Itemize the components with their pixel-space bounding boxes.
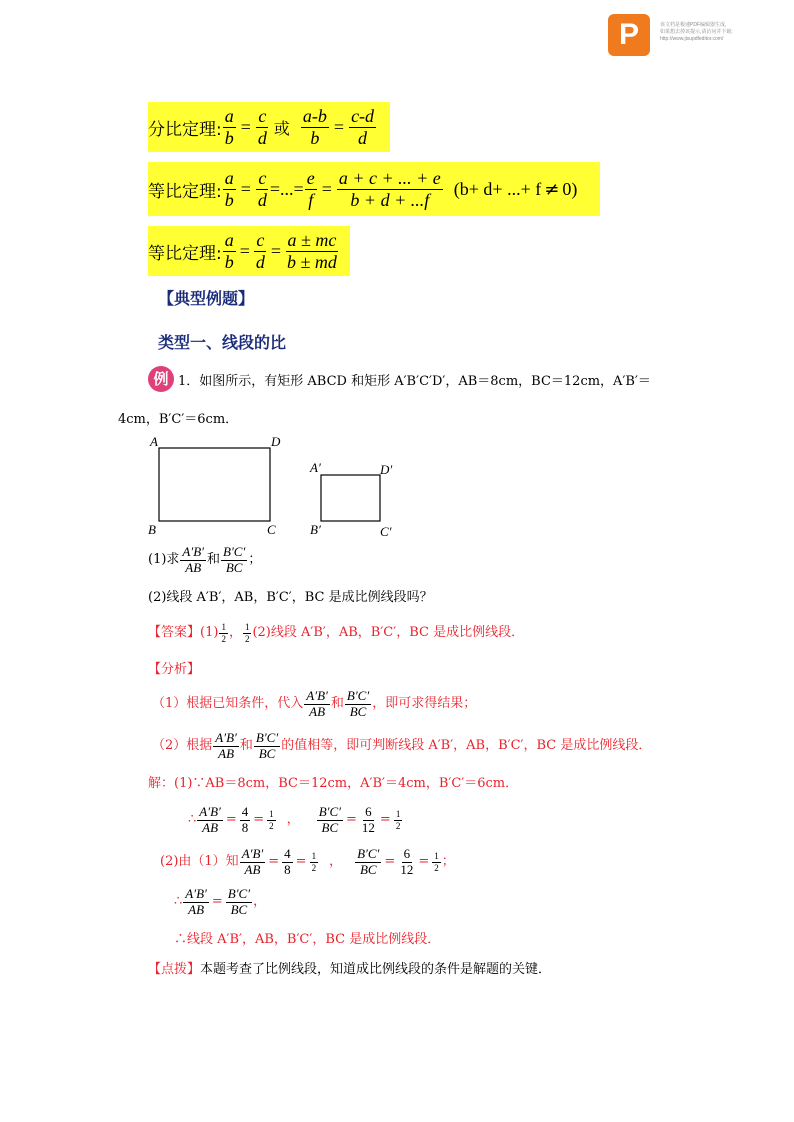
frac-c-d-2: $\frac{c}{d}$ <box>257 167 267 210</box>
section-title: 【典型例题】 <box>158 289 255 308</box>
frac-a2b2-ab: $\frac{A'B'}{AB}$ <box>182 543 204 575</box>
theorem-3-label: 等比定理: <box>148 243 222 264</box>
frac-c-d-3: $\frac{c}{d}$ <box>255 229 265 272</box>
app-logo: P <box>608 14 650 56</box>
theorem-2-label: 等比定理: <box>148 181 222 202</box>
answer-half-1: $\frac{1}{2}$ <box>221 622 226 644</box>
label-B: B <box>148 522 156 537</box>
frac-a-b-3: $\frac{a}{b}$ <box>224 229 234 272</box>
analysis-label: 【分析】 <box>148 662 201 677</box>
q1-end: ； <box>248 552 262 567</box>
solution-line-5: ∴线段 A′B′，AB，B′C′，BC 是成比例线段． <box>174 932 441 947</box>
frac-c-d: $\frac{c}{d}$ <box>257 105 267 148</box>
solution-line-1: 解：(1)∵AB＝8cm，BC＝12cm，A′B′＝4cm，B′C′＝6cm． <box>148 776 519 791</box>
answer-comma: ， <box>228 625 242 640</box>
solution-line-4: ∴ $\frac{A'B'}{AB}$ = $\frac{B'C'}{BC}$ ， <box>174 885 267 917</box>
frac-b2c2-bc-2: $\frac{B'C'}{BC}$ <box>346 687 370 719</box>
theorem-equal-ratio: 等比定理: $\frac{a}{b}$ = $\frac{c}{d}$ =...= $\frac{e}{f}$ = $\frac{a + c + ... + e}{b + d + ...f}$ (b+ d+ ...+ f ≠ 0) <box>148 162 600 216</box>
label-C: C <box>267 522 276 537</box>
watermark-line-2: 如果想去掉该提示,请访问并下载: <box>660 29 733 35</box>
analysis-p1-and: 和 <box>330 696 344 711</box>
example-line-2: 4cm，B′C′＝6cm． <box>118 412 239 427</box>
frac-1-2-b: $\frac{1}{2}$ <box>395 809 401 831</box>
question-1 <box>148 542 261 578</box>
theorem-2-condition: (b+ d+ ...+ f <box>453 178 542 199</box>
example-badge: 例 <box>148 366 174 392</box>
tip <box>148 960 551 980</box>
rectangles-figure <box>140 430 410 542</box>
tip-text: 本题考查了比例线段，知道成比例线段的条件是解题的关键． <box>200 962 552 977</box>
label-B-prime: B′ <box>310 522 321 537</box>
frac-sum: $\frac{a + c + ... + e}{b + d + ...f}$ <box>338 167 441 210</box>
rect-a2b2c2d2 <box>321 475 380 521</box>
frac-4-8-b: $\frac{4}{8}$ <box>284 845 291 877</box>
frac-amc: $\frac{a \pm mc}{b \pm md}$ <box>287 229 337 272</box>
label-D-prime: D′ <box>380 462 393 477</box>
therefore-1: ∴ <box>188 812 197 827</box>
analysis-p1-pre: （1）根据已知条件，代入 <box>152 696 304 711</box>
analysis-p2-post: 的值相等，即可判断线段 A′B′，AB，B′C′，BC 是成比例线段． <box>281 738 652 753</box>
frac-a2b2-ab-6: $\frac{A'B'}{AB}$ <box>185 885 207 917</box>
analysis-p2-and: 和 <box>239 738 253 753</box>
frac-1-2-c: $\frac{1}{2}$ <box>311 851 317 873</box>
frac-b2c2-bc-5: $\frac{B'C'}{BC}$ <box>357 845 380 877</box>
therefore-2: ∴ <box>174 894 183 909</box>
answer-label: 【答案】 <box>148 625 201 640</box>
comma-3: ， <box>253 894 267 909</box>
solution-line-3: (2)由（1）知 $\frac{A'B'}{AB}$ = $\frac{4}{8}$ = $\frac{1}{2}$ ， $\frac{B'C'}{BC}$ = $\frac{6}{12}$ = $\frac{1}{2}$ ； <box>160 845 455 877</box>
answer-q1: (1) <box>200 625 219 640</box>
q1-and: 和 <box>207 552 221 567</box>
semicolon: ； <box>441 854 455 869</box>
q1-prefix: (1)求 <box>148 552 180 567</box>
comma-2: ， <box>329 854 343 869</box>
frac-b2c2-bc-6: $\frac{B'C'}{BC}$ <box>227 885 251 917</box>
answer-half-2: $\frac{1}{2}$ <box>244 622 250 644</box>
theorem-equal-ratio-2: 等比定理: $\frac{a}{b}$ = $\frac{c}{d}$ = $\frac{a \pm mc}{b \pm md}$ <box>148 226 350 276</box>
frac-a2b2-ab-5: $\frac{A'B'}{AB}$ <box>241 845 264 877</box>
label-D: D <box>271 434 281 449</box>
solution-s2-pre: (2)由（1）知 <box>160 854 239 869</box>
theorem-1-separator: 或 <box>273 118 290 138</box>
answer <box>148 620 524 646</box>
frac-amb-b: $\frac{a-b}{b}$ <box>302 105 327 148</box>
frac-6-12-b: $\frac{6}{12}$ <box>400 845 414 877</box>
question-2: (2)线段 A′B′，AB，B′C′，BC 是成比例线段吗？ <box>148 590 433 605</box>
tip-label: 【点拨】 <box>148 962 201 977</box>
rect-abcd <box>159 448 270 521</box>
solution-line-2: ∴ $\frac{A'B'}{AB}$ = $\frac{4}{8}$ = $\frac{1}{2}$ ， $\frac{B'C'}{BC}$ = $\frac{6}{12}$ = $\frac{1}{2}$ <box>188 803 401 835</box>
frac-a2b2-ab-4: $\frac{A'B'}{AB}$ <box>199 803 221 835</box>
analysis-p1-post: ，即可求得结果； <box>372 696 477 711</box>
frac-b2c2-bc-4: $\frac{B'C'}{BC}$ <box>318 803 341 835</box>
type-heading: 类型一、线段的比 <box>158 333 287 352</box>
frac-a2b2-ab-2: $\frac{A'B'}{AB}$ <box>306 687 328 719</box>
frac-b2c2-bc: $\frac{B'C'}{BC}$ <box>223 543 246 575</box>
frac-cmd-d: $\frac{c-d}{d}$ <box>351 105 375 148</box>
watermark-notice <box>660 22 790 43</box>
frac-a2b2-ab-3: $\frac{A'B'}{AB}$ <box>215 729 237 761</box>
frac-6-12: $\frac{6}{12}$ <box>361 803 375 835</box>
analysis-p2 <box>152 728 651 764</box>
label-C-prime: C′ <box>380 524 392 539</box>
frac-e-f: $\frac{e}{f}$ <box>306 167 315 210</box>
answer-q2: (2)线段 A′B′，AB，B′C′，BC 是成比例线段． <box>252 625 525 640</box>
analysis-p2-pre: （2）根据 <box>152 738 213 753</box>
frac-4-8: $\frac{4}{8}$ <box>241 803 249 835</box>
example-line-1: 1．如图所示，有矩形 ABCD 和矩形 A′B′C′D′，AB＝8cm，BC＝12cm，A′B′＝ <box>178 374 651 389</box>
frac-1-2-d: $\frac{1}{2}$ <box>434 851 439 873</box>
frac-1-2-a: $\frac{1}{2}$ <box>269 809 274 831</box>
watermark-line-1: 该文档是极速PDF编辑器生成, <box>660 22 727 28</box>
frac-a-b-2: $\frac{a}{b}$ <box>224 167 234 210</box>
theorem-2-neq: ≠ <box>544 178 560 200</box>
watermark-line-3: http://www.jisupdfeditor.com/ <box>660 36 724 42</box>
theorem-2-end: 0) <box>562 178 578 199</box>
theorem-division: 分比定理: $\frac{a}{b}$ = $\frac{c}{d}$ 或 $\frac{a-b}{b}$ = $\frac{c-d}{d}$ <box>148 102 390 152</box>
analysis-p1 <box>152 686 476 722</box>
comma-1: ， <box>286 812 300 827</box>
label-A: A <box>150 434 158 449</box>
theorem-1-label: 分比定理: <box>148 119 222 140</box>
frac-b2c2-bc-3: $\frac{B'C'}{BC}$ <box>255 729 279 761</box>
label-A-prime: A′ <box>310 460 321 475</box>
frac-a-b: $\frac{a}{b}$ <box>224 105 234 148</box>
